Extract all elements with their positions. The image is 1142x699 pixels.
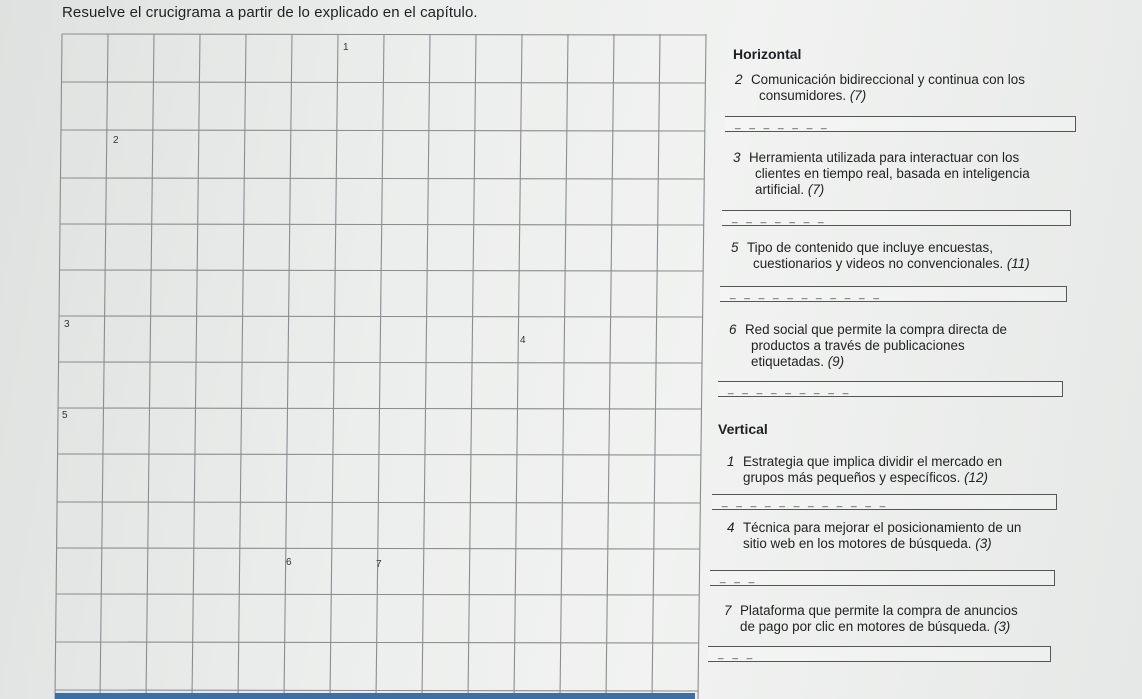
grid-cell-number-5: 5: [62, 410, 68, 421]
clue-h5: 5 Tipo de contenido que incluye encuestas, cuestionarios y videos no convencionales. (11): [731, 240, 1030, 271]
clue-h6: 6 Red social que permite la compra directa de productos a través de publicaciones etiquetadas. (9): [729, 322, 1007, 369]
clue-v7: 7 Plataforma que permite la compra de anuncios de pago por clic en motores de búsqueda. (3): [724, 603, 1018, 634]
answer-box-v4[interactable]: _ _ _: [710, 570, 1055, 586]
answer-box-v7[interactable]: _ _ _: [708, 646, 1051, 662]
clue-h3: 3 Herramienta utilizada para interactuar con los clientes en tiempo real, basada en inteligencia artificial. (7): [733, 150, 1030, 197]
clue-h2: 2 Comunicación bidireccional y continua con los consumidores. (7): [735, 72, 1025, 103]
grid-cell-number-3: 3: [64, 319, 70, 330]
instruction-text: Resuelve el crucigrama a partir de lo explicado en el capítulo.: [62, 4, 478, 21]
horizontal-heading: Horizontal: [733, 46, 802, 62]
grid-cell-number-6: 6: [286, 557, 292, 568]
answer-box-h2[interactable]: _ _ _ _ _ _ _: [725, 116, 1076, 132]
grid-cell-number-7: 7: [376, 559, 382, 570]
clue-v1: 1 Estrategia que implica dividir el mercado en grupos más pequeños y específicos. (12): [727, 454, 1003, 485]
answer-box-h3[interactable]: _ _ _ _ _ _ _: [722, 210, 1071, 226]
grid-cell-number-1: 1: [343, 42, 349, 53]
grid-cell-number-2: 2: [113, 135, 119, 146]
answer-box-v1[interactable]: _ _ _ _ _ _ _ _ _ _ _ _: [712, 494, 1057, 510]
vertical-heading: Vertical: [718, 421, 768, 437]
answer-box-h6[interactable]: _ _ _ _ _ _ _ _ _: [718, 381, 1063, 397]
bottom-edge-bar: [55, 693, 695, 699]
answer-box-h5[interactable]: _ _ _ _ _ _ _ _ _ _ _: [720, 286, 1067, 302]
clue-v4: 4 Técnica para mejorar el posicionamiento de un sitio web en los motores de búsqueda. (3): [727, 520, 1022, 551]
grid-cell-number-4: 4: [520, 335, 526, 346]
